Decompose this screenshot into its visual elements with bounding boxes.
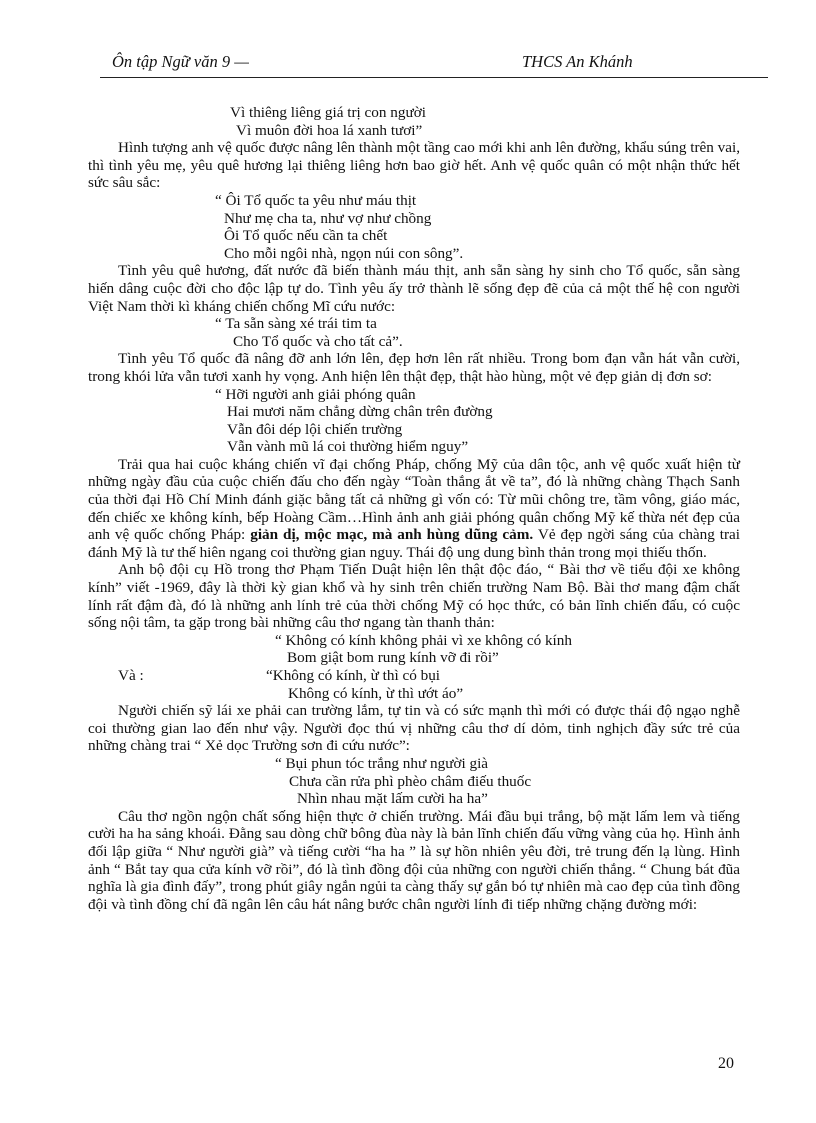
document-body (88, 104, 740, 913)
paragraph-1: Hình tượng anh vệ quốc được nâng lên thành một tầng cao mới khi anh lên đường, khẩu súng trên vai, thì tình yêu mẹ, yêu quê hương lại thiêng liêng hơn bao giờ hết. Anh vệ quốc quân có một nhận thức hết sức sâu sắc: (88, 139, 741, 192)
verse-line: Cho mỗi ngôi nhà, ngọn núi con sông”. (224, 244, 464, 262)
paragraph-4-end: Vẻ đẹp ngời sáng của chàng trai đánh Mỹ là tư thế hiên ngang coi thường gian nguy. Thái độ ung dung bình thản trong mọi thiếu thốn. (88, 526, 741, 561)
verse-block-3 (88, 315, 740, 350)
header-course-title: Ôn tập Ngữ văn 9 — (112, 52, 249, 71)
verse-line: “ Bụi phun tóc trắng như người già (275, 754, 489, 772)
verse-line: “Không có kính, ừ thì có bụi (266, 667, 441, 684)
verse-block-6 (88, 685, 740, 703)
header-divider (100, 77, 768, 78)
verse-line: Vì muôn đời hoa lá xanh tươi” (236, 121, 423, 139)
verse-block-7 (88, 755, 740, 808)
verse-line: Vì thiêng liêng giá trị con người (230, 104, 426, 121)
paragraph-4-text: Trải qua hai cuộc kháng chiến vĩ đại chống Pháp, chống Mỹ của dân tộc, anh vệ quốc xuất hiện từ những ngày đầu của cuộc chiến đấu cho đến ngày “Toàn thắng ắt về ta”, đó là những chàng Thạch Sanh của thời đại Hồ Chí Minh đánh giặc bằng tất cả những gì vốn có: Từ mũi chông tre, tầm vông, giáo mác, đến chiếc xe không kính, bếp Hoàng Cầm…Hình ảnh anh giải phóng quân chống Mỹ kế thừa nét đẹp của anh vệ quốc chống Pháp: (88, 455, 740, 544)
paragraph-2: Tình yêu quê hương, đất nước đã biến thành máu thịt, anh sẵn sàng hy sinh cho Tổ quốc, sẵn sàng hiến dâng cuộc đời cho độc lập tự do. Tình yêu ấy trở thành lẽ sống đẹp đẽ của cả một thế hệ con người Việt Nam thời kì kháng chiến chống Mĩ cứu nước: (88, 262, 740, 315)
verse-line: Ôi Tổ quốc nếu cần ta chết (224, 227, 388, 245)
header-school-name: THCS An Khánh (522, 52, 633, 71)
verse-line: Chưa cần rửa phì phèo châm điếu thuốc (289, 772, 532, 790)
verse-block-2 (88, 192, 740, 262)
paragraph-4-emphasis: giản dị, mộc mạc, mà anh hùng dũng cảm. (250, 526, 534, 544)
paragraph-5: Anh bộ đội cụ Hồ trong thơ Phạm Tiến Duật hiện lên thật độc đáo, “ Bài thơ về tiểu đội xe không kính” viết -1969, đây là thời kỳ gian khổ và hy sinh trên chiến trường Nam Bộ. Bài thơ mang đậm chất lính rất đậm đà, đó là những anh lính trẻ của thời chống Mỹ có học thức, có bản lĩnh chiến đấu, có cuộc sống nội tâm, ta gặp trong bài những câu thơ ngang tàn thanh thản: (88, 561, 740, 632)
verse-line: “ Ta sẵn sàng xé trái tim ta (215, 315, 377, 333)
paragraph-4 (88, 456, 740, 562)
verse-line: Bom giật bom rung kính vỡ đi rồi” (287, 649, 499, 667)
verse-block-5 (88, 632, 740, 667)
verse-line: Vẫn đôi dép lội chiến trường (227, 420, 403, 438)
verse-line: Không có kính, ừ thì ướt áo” (288, 684, 464, 702)
verse-block-1 (88, 104, 740, 139)
verse-line: Nhìn nhau mặt lấm cười ha ha” (297, 790, 488, 808)
paragraph-3: Tình yêu Tổ quốc đã nâng đỡ anh lớn lên, đẹp hơn lên rất nhiều. Trong bom đạn vẫn hát vẫn cười, trong khói lửa vẫn tươi xanh hy vọng. Anh hiện lên thật đẹp, thật hào hùng, một vẻ đẹp giản dị đơn sơ: (88, 350, 740, 385)
verse-line: Vẫn vành mũ lá coi thường hiểm nguy” (227, 438, 469, 456)
va-verse-row (88, 667, 740, 685)
verse-line: Như mẹ cha ta, như vợ như chồng (224, 209, 432, 227)
page-header (112, 52, 768, 76)
verse-line: “ Không có kính không phải vì xe không có kính (275, 631, 572, 649)
paragraph-6: Người chiến sỹ lái xe phải can trường lắm, tự tin và có sức mạnh thì mới có được thái độ ngạo nghễ coi thường gian lao đến như vậy. Người đọc thú vị những câu thơ dí dỏm, tinh nghịch đầy sức trẻ của những chàng trai “ Xẻ dọc Trường sơn đi cứu nước”: (88, 702, 740, 755)
page-number: 20 (718, 1055, 734, 1072)
va-label: Và : (118, 667, 144, 684)
verse-block-4 (88, 386, 740, 456)
verse-line: Hai mươi năm chẳng dừng chân trên đường (227, 403, 493, 421)
verse-line: “ Ôi Tổ quốc ta yêu như máu thịt (215, 191, 417, 209)
verse-line: “ Hỡi người anh giải phóng quân (215, 385, 416, 403)
verse-line: Cho Tổ quốc và cho tất cả”. (233, 332, 403, 350)
paragraph-7: Câu thơ ngồn ngộn chất sống hiện thực ở chiến trường. Mái đầu bụi trắng, bộ mặt lấm lem và tiếng cười ha ha sảng khoái. Đằng sau dòng chữ bông đùa này là bản lĩnh chiến đấu vững vàng của họ. Hình ảnh đối lập giữa “ Như người già” và tiếng cười “ha ha ” là sự hồn nhiên yêu đời, trẻ trung đến lạ lùng. Hình ảnh “ Bắt tay qua cửa kính vỡ rồi”, đó là tình đồng đội của những con người chiến thắng. “ Chung bát đũa nghĩa là gia đình đấy”, trong phút giây ngắn ngủi ta càng thấy sự gắn bó tự nhiên mà cao đẹp của tình đồng đội và tình đồng chí đã ngân lên câu hát nâng bước chân người lính đi tiếp những chặng đường mới: (88, 807, 740, 913)
